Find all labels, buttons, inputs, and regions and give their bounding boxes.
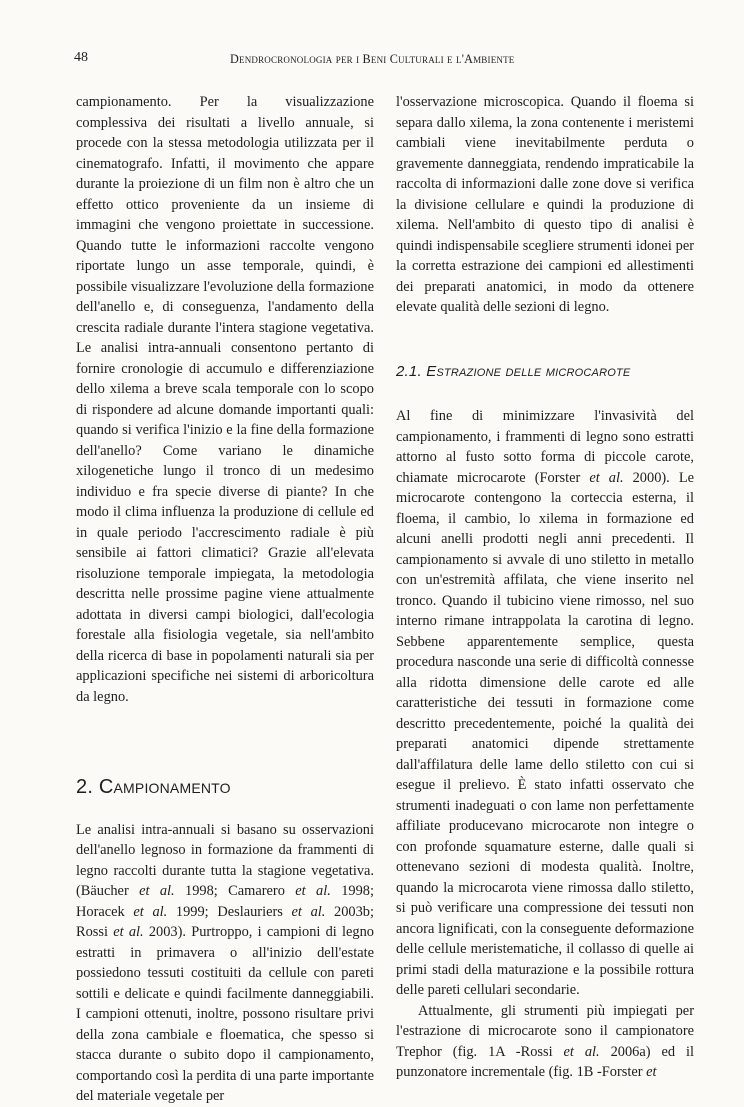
body-paragraph: l'osservazione microscopica. Quando il floema si separa dallo xilema, la zona contenente i meristemi cambiali viene inevitabilmente perduta o gravemente danneggiata, rendendo impraticabile la raccolta di informazioni dalle zone dove si verifica la divisione cellulare e quindi la produzione di xilema. Nell'ambito di questo tipo di analisi è quindi indispensabile scegliere strumenti idonei per la corretta estrazione dei campioni ed allestimenti dei preparati anatomici, in modo da ottenere elevate qualità delle sezioni di legno.	[396, 94, 694, 315]
italic-run: et al.	[295, 883, 331, 899]
body-paragraph	[396, 1001, 694, 1083]
text-run: 2000). Le microcarote contengono la corteccia esterna, il floema, il cambio, lo xilema in formazione ed alcuni anelli prodotti negli anni precedenti. Il campionamento si avvale di uno stiletto in metallo con un'estremità affilata, che viene inserito nel tronco. Quando il tubicino viene rimosso, nel suo interno rimane intrappolata la carotina di legno. Sebbene apparentemente semplice, questa procedura nasconde una serie di difficoltà connesse alla ridotta dimensione delle carote ed alle caratteristiche dei tessuti in formazione come descritto precedentemente, poiché la qualità dei preparati anatomici dipende strettamente dall'affilatura delle lame dello stiletto con cui si esegue il prelievo. È stato infatti osservato che strumenti inadeguati o con lame non perfettamente affiliate producevano microcarote non integre o con profonde squamature esterne, dalle quali si ottenevano sezioni di modesta qualità. Inoltre, quando la microcarota viene rimossa dallo stiletto, si può verificare una compressione dei tessuti non ancora lignificati, con la conseguente deformazione delle cellule meristematiche, il collasso di quelle ai primi stadi della maturazione e la possibile rottura delle pareti cellulari secondarie.	[396, 469, 694, 998]
italic-run: et	[646, 1064, 657, 1080]
italic-run: et al.	[133, 903, 168, 920]
italic-run: et al.	[589, 469, 624, 486]
text-run: 2003b; Rossi	[76, 903, 375, 940]
body-paragraph	[76, 820, 374, 1107]
running-header: Dendrocronologia per i Beni Culturali e l'Ambiente	[230, 52, 515, 66]
text-run: Le analisi intra-annuali si basano su osservazioni dell'anello legnoso in formazione da frammenti di legno raccolti durante tutta la stagione vegetativa. (Bäucher	[76, 821, 374, 899]
page-number: 48	[74, 50, 88, 65]
body-paragraph	[396, 406, 694, 1001]
italic-run: et al.	[563, 1043, 600, 1060]
text-run: Al fine di minimizzare l'invasività del campionamento, i frammenti di legno sono estratti attorno al fusto sotto forma di piccole carote, chiamate microcarote (Forster	[396, 408, 694, 486]
section-number: 2.	[76, 776, 94, 798]
subsection-title: Estrazione delle microcarote	[426, 362, 631, 380]
text-run: 1998; Horacek	[76, 883, 374, 920]
italic-run: et al.	[113, 924, 144, 940]
section-title: Campionamento	[98, 776, 231, 798]
right-column	[396, 92, 694, 1083]
text-run: 2003). Purtroppo, i campioni di legno estratti in primavera o all'inizio dell'estate possiedono tessuti costituiti da cellule con pareti sottili e delicate e quindi facilmente danneggiabili. I campioni ottenuti, inoltre, possono risultare privi della zona cambiale e floematica, che spesso si stacca durante o subito dopo il campionamento, comportando così la perdita di una parte importante del materiale vegetale per	[76, 924, 374, 1104]
body-paragraph: campionamento. Per la visualizzazione complessiva dei risultati a livello annuale, si procede con la stessa metodologia utilizzata per il cinematografo. Infatti, il movimento che appare durante la proiezione di un film non è altro che un effetto ottico proveniente da un insieme di immagini che vengono proiettate in successione. Quando tutte le informazioni raccolte vengono riportate lungo un asse temporale, quindi, è possibile visualizzare l'evoluzione della formazione dell'anello e, di conseguenza, l'andamento della crescita radiale durante l'intera stagione vegetativa. Le analisi intra-annuali consentono pertanto di fornire cronologie di accumulo e differenziazione dello xilema a breve scala temporale con lo scopo di rispondere ad alcune domande importanti quali: quando si verifica l'inizio e la fine della formazione dell'anello? Come variano le dinamiche xilogenetiche lungo il tronco di un medesimo individuo e fra specie diverse di piante? In che modo il clima influenza la produzione di cellule ed in quale periodo l'accrescimento radiale è più sensibile ai fattori climatici? Grazie all'elevata risoluzione temporale impiegata, la metodologia descritta nelle prossime pagine viene attualmente adottata in diversi campi biologici, dall'ecologia forestale alla fisiologia vegetale, sia nell'ambito della ricerca di base in popolamenti naturali sia per applicazioni specifiche nei sistemi di arboricoltura da legno.	[76, 94, 374, 705]
text-run: 2006a) ed il punzonatore incrementale (fig. 1B -Forster	[396, 1043, 694, 1080]
italic-run: et al.	[139, 883, 175, 899]
text-run: Attualmente, gli strumenti più impiegati per l'estrazione di microcarote sono il campionatore Trephor (fig. 1A -Rossi	[396, 1002, 694, 1060]
section-heading	[76, 777, 374, 798]
subsection-heading	[396, 362, 694, 383]
italic-run: et al.	[291, 903, 326, 920]
text-run: 1999; Deslauriers	[167, 903, 292, 920]
text-run: 1998; Camarero	[174, 883, 296, 899]
left-column	[76, 92, 374, 1107]
subsection-number: 2.1.	[396, 362, 422, 380]
